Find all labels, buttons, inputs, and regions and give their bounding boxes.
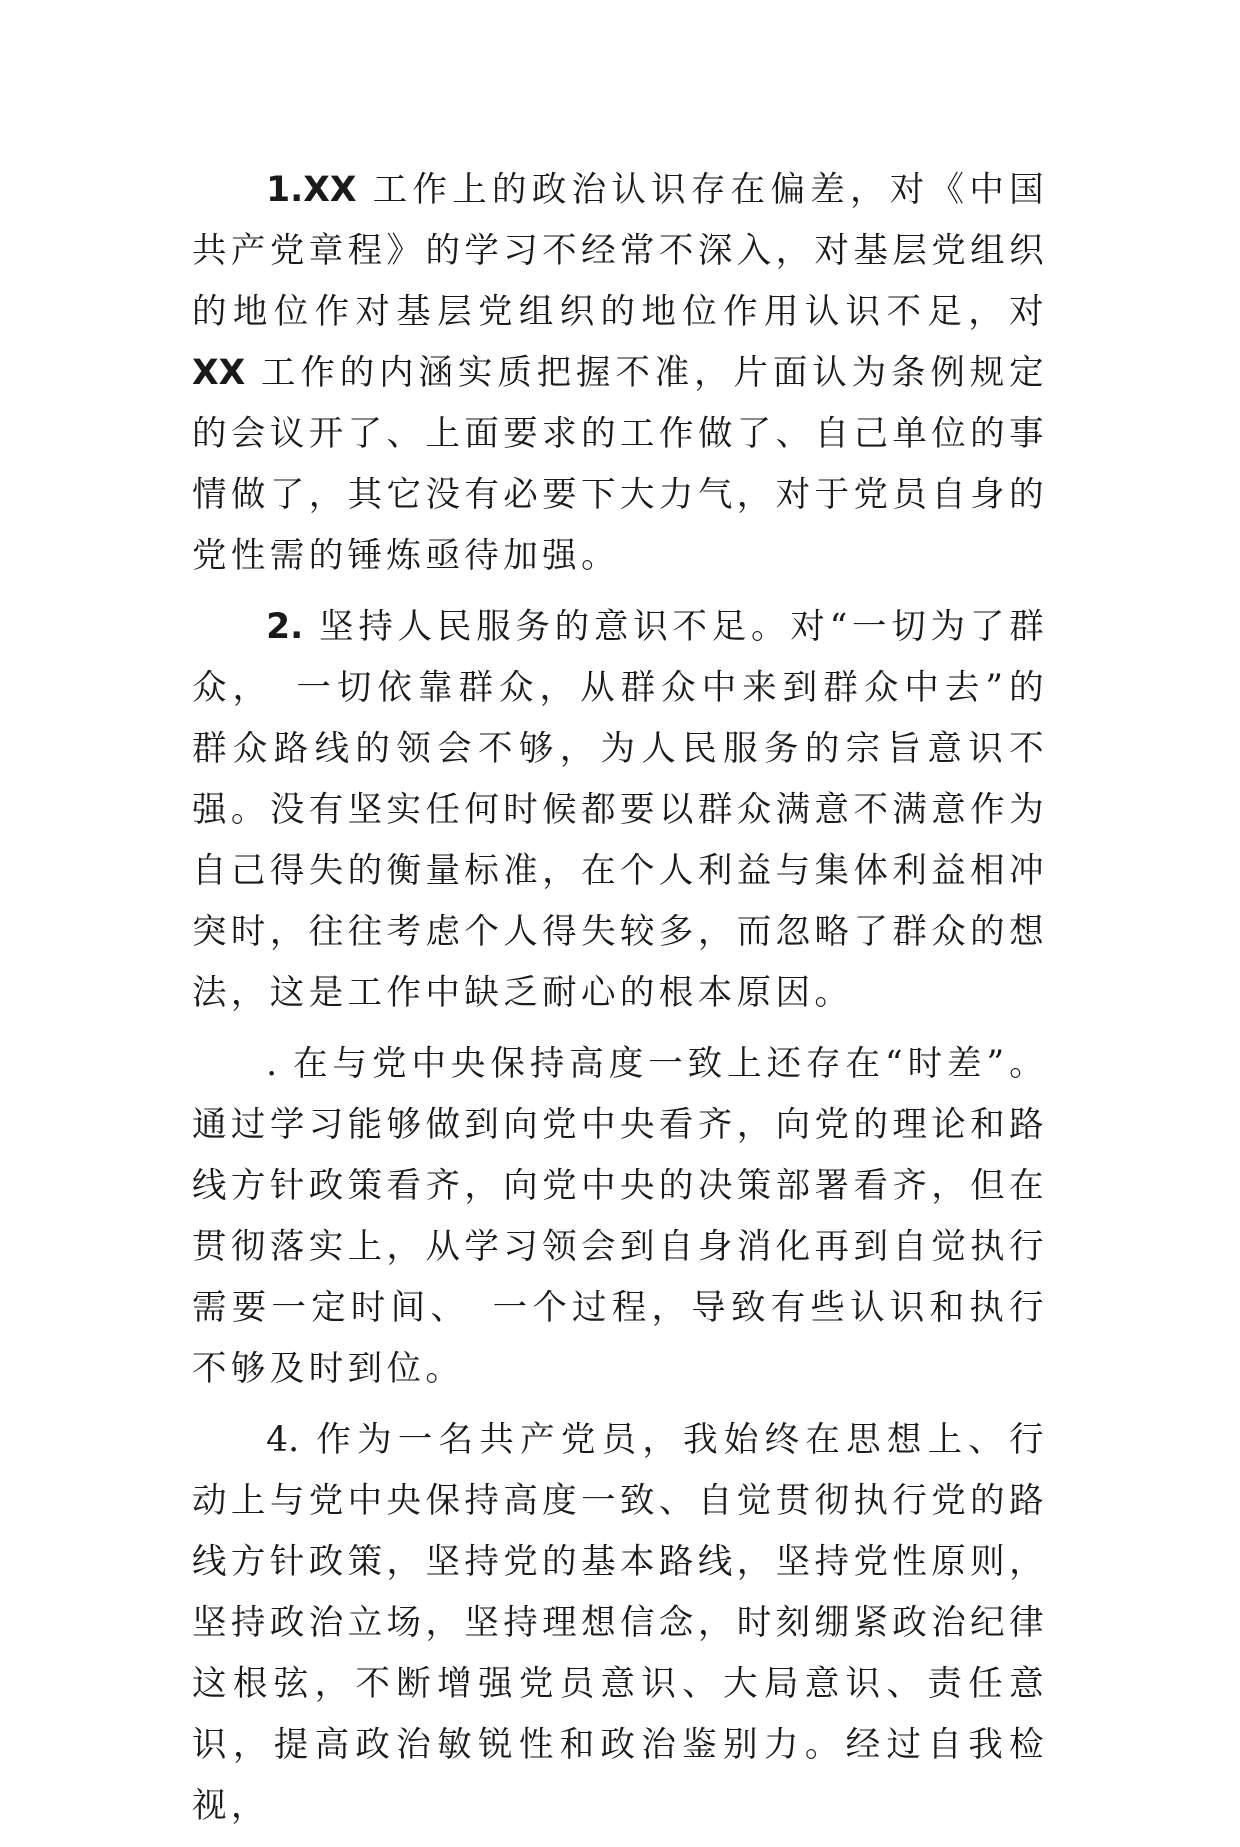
paragraph-3 [192, 1034, 1048, 1400]
paragraph-2-text: 坚持人民服务的意识不足。对“一切为了群众， 一切依靠群众，从群众中来到群众中去”的群众路线的领会不够，为人民服务的宗旨意识不强。没有坚实任何时候都要以群众满意不满意作为自己得失的衡量标准，在个人利益与集体利益相冲突时，往往考虑个人得失较多，而忽略了群众的想法，这是工作中缺乏耐心的根本原因。 [192, 607, 1048, 1013]
paragraph-3-number: . [266, 1044, 278, 1084]
paragraph-1-emphasis: XX [192, 353, 246, 393]
paragraph-2-number: 2. [266, 607, 304, 647]
paragraph-4 [192, 1410, 1048, 1837]
paragraph-1-text-a: 工作上的政治认识存在偏差，对《中国共产党章程》的学习不经常不深入，对基层党组织的地位作对基层党组织的地位作用认识不足，对 [192, 170, 1048, 332]
paragraph-3-text: 在与党中央保持高度一致上还存在“时差”。通过学习能够做到向党中央看齐，向党的理论和路线方针政策看齐，向党中央的决策部署看齐，但在贯彻落实上，从学习领会到自身消化再到自觉执行需要一定时间、 一个过程，导致有些认识和执行不够及时到位。 [192, 1044, 1048, 1389]
paragraph-2 [192, 597, 1048, 1024]
paragraph-1 [192, 160, 1048, 587]
document-body [192, 160, 1048, 1847]
paragraph-4-number: 4. [266, 1420, 300, 1460]
paragraph-1-number: 1.XX [266, 170, 357, 210]
paragraph-1-text-b: 工作的内涵实质把握不准，片面认为条例规定的会议开了、上面要求的工作做了、自己单位的事情做了，其它没有必要下大力气，对于党员自身的党性需的锤炼亟待加强。 [192, 353, 1048, 576]
paragraph-4-text: 作为一名共产党员，我始终在思想上、行动上与党中央保持高度一致、自觉贯彻执行党的路线方针政策，坚持党的基本路线，坚持党性原则，坚持政治立场，坚持理想信念，时刻绷紧政治纪律这根弦，不断增强党员意识、大局意识、责任意识，提高政治敏锐性和政治鉴别力。经过自我检视， [192, 1420, 1048, 1826]
